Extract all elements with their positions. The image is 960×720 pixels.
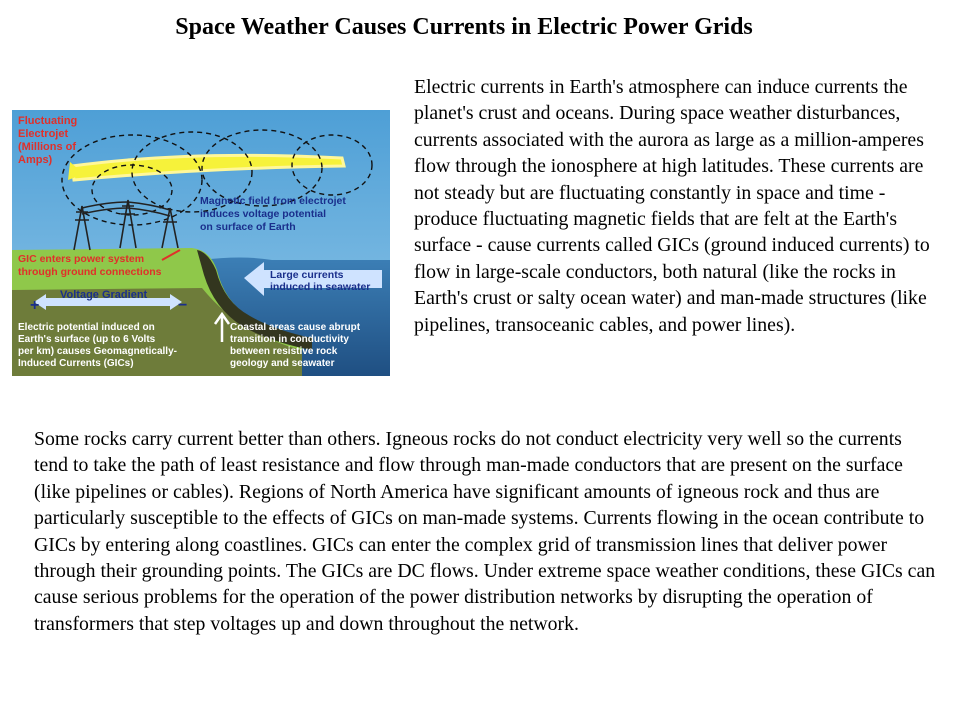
page-title: Space Weather Causes Currents in Electric Power Grids bbox=[175, 14, 753, 40]
electric-potential-label: Electric potential induced on Earth's surface (up to 6 Volts per km) causes Geomagnetically- Induced Currents (GICs) bbox=[18, 322, 177, 369]
body-paragraph: Some rocks carry current better than others. Igneous rocks do not conduct electricity very well so the currents tend to take the path of least resistance and flow through man-made conductors that are present on the surface (like pipelines or cables). Regions of North America have significant amounts of igneous rock and thus are particularly susceptible to the effects of GICs on man-made systems. Currents flowing in the ocean contribute to GICs by entering along coastlines. GICs can enter the complex grid of transmission lines that deliver power through their grounding points. The GICs are DC flows. Under extreme space weather conditions, these GICs can cause serious problems for the operation of the power distribution networks by disrupting the operation of transformers that step voltages up and down throughout the network. bbox=[34, 428, 936, 635]
minus-sign: − bbox=[178, 297, 188, 314]
seawater-label: Large currents induced in seawater bbox=[270, 269, 371, 293]
plus-sign: + bbox=[30, 297, 40, 314]
coastal-label: Coastal areas cause abrupt transition in conductivity between resistive rock geology and seawater bbox=[230, 322, 361, 369]
voltage-gradient-label: Voltage Gradient bbox=[60, 289, 148, 301]
gic-diagram bbox=[12, 110, 390, 376]
intro-paragraph: Electric currents in Earth's atmosphere can induce currents the planet's crust and oceans. During space weather disturbances, currents associated with the aurora as large as a million-amperes flow through the ionosphere at high latitudes. These currents are not steady but are fluctuating constantly in space and time - produce fluctuating magnetic fields that are felt at the Earth's surface - cause currents called GICs (ground induced currents) to flow in large-scale conductors, both natural (like the rocks in Earth's crust or salty ocean water) and man-made structures (like pipelines, transoceanic cables, and power lines). bbox=[414, 76, 930, 336]
gic-diagram-svg bbox=[12, 110, 390, 376]
gic-enters-label: GIC enters power system through ground connections bbox=[18, 253, 162, 278]
magnetic-field-label: Magnetic field from electrojet induces voltage potential on surface of Earth bbox=[200, 195, 346, 233]
electrojet-label: Fluctuating Electrojet (Millions of Amps) bbox=[18, 115, 78, 166]
